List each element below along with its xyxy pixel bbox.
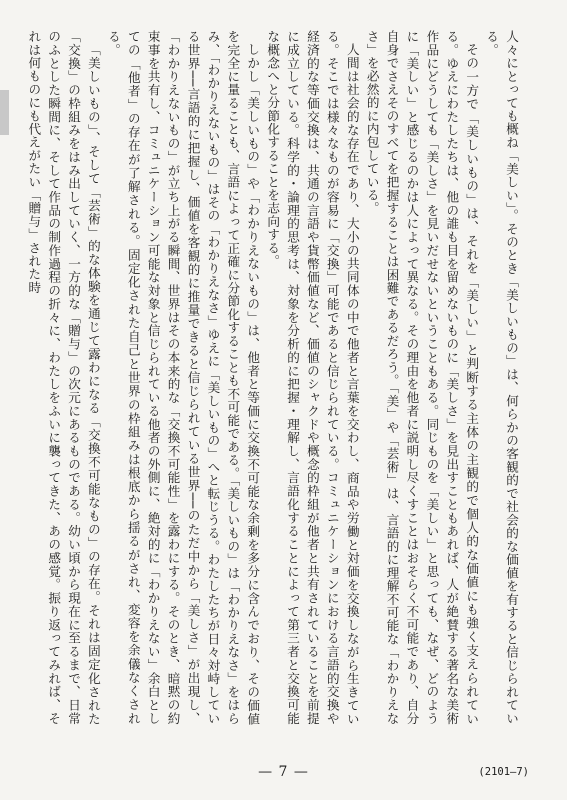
vertical-body-text (26, 30, 521, 725)
paragraph-2: その一方で「美しいもの」は、それを「美しい」と判断する主体の主観的で個人的な価値にも強く支えられている。ゆえにわたしたちは、他の誰も目を留めないものに「美しさ」を見出すこともあれば、人が絶賛する著名な美術作品にどうしても「美しさ」を見いだせないということもある。同じものを「美しい」と思っても、なぜ、どのように「美しい」と感じるのかは人によって異なる。その理由を他者に説明し尽くすことはおそらく不可能であり、自分自身でさえそのすべてを把握することは困難であるだろう。「美」や「芸術」は、言語的に理解不可能な「わかりえなさ」を必然的に内包している。 (364, 30, 480, 725)
page-number: — 7 — (258, 764, 309, 780)
page-edge-shadow (0, 90, 9, 135)
exam-code: (2101—7) (478, 766, 529, 778)
paragraph-1: 人々にとっても概ね「美しい」。そのとき「美しいもの」は、何らかの客観的で社会的な価値を有すると信じられている。 (484, 30, 519, 725)
paragraph-3: 人間は社会的な存在であり、大小の共同体の中で他者と言葉を交わし、商品や労働と対価を交換しながら生きている。そこでは様々なものが容易に「交換」可能であると信じられている。コミュニケーションにおける言語的交換や経済的な等価交換は、共通の言語や貨幣価値など、価値のシャクドや概念的枠組が他者と共有されていることを前提に成立している。科学的・論理的思考は、対象を分析的に把握・理解し、言語化することによって第三者と交換可能な概念へと分節化することを志向する。 (265, 30, 360, 725)
paragraph-5: 「美しいもの」、そして「芸術」的な体験を通じて露わになる「交換不可能なもの」の存在。それは固定化された「交換」の枠組みをはみ出していく、一方的な「贈与」の次元にあるものである。幼い頃から現在に至るまで、日常のふとした瞬間に、そして作品の制作過程の折々に、わたしをふいに襲ってきた、あの感覚。振り返ってみれば、それは何ものにも代えがたい「贈与」された時 (26, 30, 101, 725)
paragraph-4: しかし「美しいもの」や「わかりえないもの」は、他者と等価に交換不可能な余剰を多分に含んでおり、その価値を完全に量ることも、言語によって正確に分節化することも不可能である。「美しいもの」は「わかりえなさ」をはらみ、「わかりえないもの」はその「わかりえなさ」ゆえに「美しいもの」へと転じうる。わたしたちが日々対峙している世界──言語的に把握し、価値を客観的に推量できると信じられている世界──のただ中から「美しさ」が出現し、「わかりえないもの」が立ち上がる瞬間、世界はその本来的な「交換不可能性」を露わにする。そのとき、暗黙の約束事を共有し、コミュニケーション可能な対象と信じられている他者の外側に、絶対的に「わかりえない」余白としての「他者」の存在が了解される。固定化された自己と世界の枠組みは根底から揺るがされ、変容を余儀なくされる。 (105, 30, 261, 725)
